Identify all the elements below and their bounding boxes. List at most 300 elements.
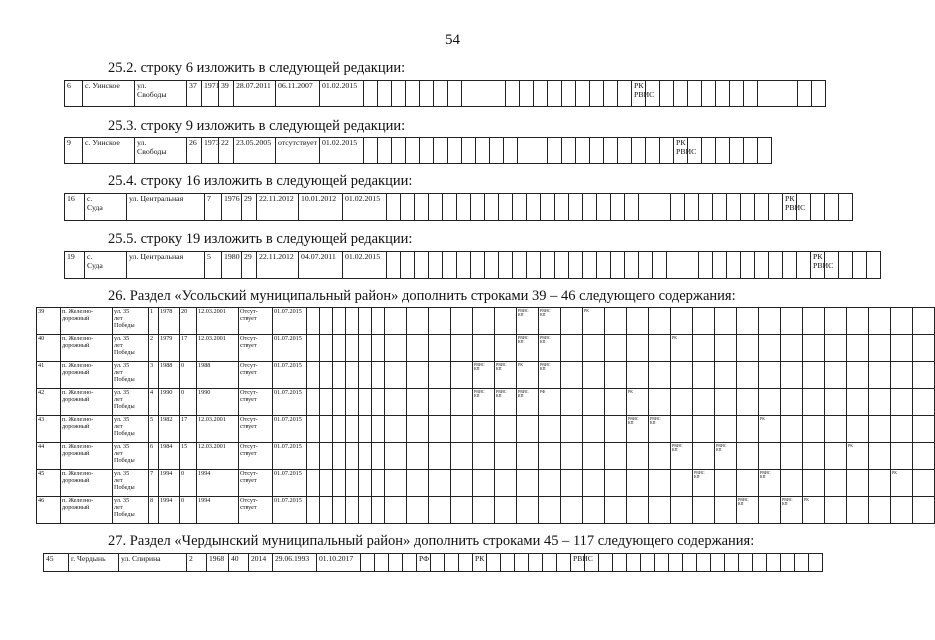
empty-cell	[693, 308, 715, 335]
house-cell: 3	[149, 362, 159, 389]
street-cell: ул. 35 лет Победы	[113, 389, 149, 416]
count-cell: 22	[219, 138, 234, 164]
date-cell: 01.02.2015	[320, 138, 364, 164]
year-cell: 1971	[202, 81, 219, 107]
house-cell: 26	[187, 138, 202, 164]
empty-cell	[451, 335, 473, 362]
empty-cell	[697, 554, 711, 572]
empty-cell	[372, 308, 385, 335]
registry-mark-cell: РК	[803, 497, 825, 524]
empty-cell	[597, 194, 611, 221]
date-cell: 12.03.2001	[197, 308, 239, 335]
empty-cell	[333, 362, 346, 389]
street-cell: ул. 35 лет Победы	[113, 416, 149, 443]
empty-cell	[361, 554, 375, 572]
street-cell: ул. Центральная	[127, 194, 205, 221]
empty-cell	[671, 194, 685, 221]
data-table	[64, 251, 881, 279]
empty-cell	[333, 497, 346, 524]
empty-cell	[495, 308, 517, 335]
place-cell: с. Уинское	[83, 138, 135, 164]
place-cell: п. Железно- дорожный	[61, 389, 113, 416]
section-heading: 26. Раздел «Усольский муниципальный район» дополнить строками 39 – 46 следующего содержания:	[108, 288, 736, 304]
empty-cell	[847, 497, 869, 524]
registry-mark-cell: РВИС КП	[781, 497, 803, 524]
date-cell: 10.01.2012	[299, 194, 343, 221]
table-row	[37, 389, 935, 416]
empty-cell	[693, 416, 715, 443]
empty-cell	[520, 81, 534, 107]
date-cell: 01.02.2015	[343, 194, 387, 221]
empty-cell	[611, 252, 625, 279]
empty-cell	[346, 308, 359, 335]
empty-cell	[471, 194, 485, 221]
empty-cell	[471, 252, 485, 279]
empty-cell	[557, 554, 571, 572]
empty-cell	[825, 389, 847, 416]
empty-cell	[847, 335, 869, 362]
empty-cell	[891, 389, 913, 416]
empty-cell	[727, 194, 741, 221]
empty-cell	[767, 554, 781, 572]
empty-cell	[473, 308, 495, 335]
empty-cell	[359, 362, 372, 389]
empty-cell	[346, 443, 359, 470]
empty-cell	[699, 252, 713, 279]
empty-cell	[693, 497, 715, 524]
empty-cell	[753, 554, 767, 572]
empty-cell	[759, 335, 781, 362]
empty-cell	[448, 138, 462, 164]
registry-mark-cell: РВИС КП	[539, 308, 561, 335]
date-cell: 1990	[197, 389, 239, 416]
empty-cell	[434, 138, 448, 164]
date-cell: Отсут- ствует	[239, 470, 273, 497]
empty-cell	[513, 194, 527, 221]
empty-cell	[534, 81, 548, 107]
row-number-cell: 19	[65, 252, 85, 279]
empty-cell	[730, 81, 744, 107]
empty-cell	[660, 81, 674, 107]
empty-cell	[671, 362, 693, 389]
empty-cell	[716, 138, 730, 164]
row-number-cell: 40	[37, 335, 61, 362]
empty-cell	[385, 443, 407, 470]
empty-cell	[913, 362, 935, 389]
registry-mark-cell: РК РВИС	[632, 81, 646, 107]
empty-cell	[715, 389, 737, 416]
registry-mark-cell: РК	[473, 554, 487, 572]
empty-cell	[597, 252, 611, 279]
section-heading: 25.3. строку 9 изложить в следующей редакции:	[108, 118, 406, 134]
empty-cell	[590, 138, 604, 164]
year-cell: 1978	[159, 308, 180, 335]
empty-cell	[715, 470, 737, 497]
empty-cell	[688, 81, 702, 107]
empty-cell	[737, 362, 759, 389]
empty-cell	[693, 335, 715, 362]
empty-cell	[392, 81, 406, 107]
empty-cell	[632, 138, 646, 164]
place-cell: п. Железно- дорожный	[61, 443, 113, 470]
empty-cell	[737, 470, 759, 497]
registry-mark-cell: РК	[847, 443, 869, 470]
empty-cell	[385, 389, 407, 416]
date-cell: 01.07.2015	[273, 497, 307, 524]
empty-cell	[604, 81, 618, 107]
house-cell: 37	[187, 81, 202, 107]
empty-cell	[429, 194, 443, 221]
row-number-cell: 9	[65, 138, 83, 164]
empty-cell	[699, 194, 713, 221]
empty-cell	[320, 497, 333, 524]
empty-cell	[913, 335, 935, 362]
date-cell: 28.07.2011	[234, 81, 276, 107]
empty-cell	[803, 362, 825, 389]
empty-cell	[590, 81, 604, 107]
empty-cell	[346, 470, 359, 497]
empty-cell	[576, 138, 590, 164]
empty-cell	[711, 554, 725, 572]
empty-cell	[539, 470, 561, 497]
empty-cell	[759, 389, 781, 416]
registry-mark-cell: РК	[671, 335, 693, 362]
empty-cell	[517, 497, 539, 524]
empty-cell	[473, 443, 495, 470]
empty-cell	[333, 335, 346, 362]
date-cell: 12.03.2001	[197, 416, 239, 443]
place-cell: с. Суда	[85, 252, 127, 279]
house-cell: 5	[205, 252, 222, 279]
empty-cell	[781, 308, 803, 335]
empty-cell	[517, 416, 539, 443]
empty-cell	[798, 81, 812, 107]
empty-cell	[541, 252, 555, 279]
empty-cell	[702, 138, 716, 164]
place-cell: п. Железно- дорожный	[61, 470, 113, 497]
empty-cell	[378, 138, 392, 164]
empty-cell	[307, 443, 320, 470]
empty-cell	[716, 81, 730, 107]
empty-cell	[346, 497, 359, 524]
registry-mark-cell: РВИС КП	[715, 443, 737, 470]
place-cell: п. Железно- дорожный	[61, 362, 113, 389]
empty-cell	[372, 416, 385, 443]
empty-cell	[515, 554, 529, 572]
house-cell: 5	[149, 416, 159, 443]
table-row	[65, 252, 881, 279]
empty-cell	[803, 308, 825, 335]
empty-cell	[372, 470, 385, 497]
empty-cell	[604, 138, 618, 164]
empty-cell	[741, 194, 755, 221]
date-cell: 06.11.2007	[276, 81, 320, 107]
empty-cell	[653, 252, 667, 279]
empty-cell	[869, 362, 891, 389]
empty-cell	[443, 252, 457, 279]
date-cell: 1988	[197, 362, 239, 389]
empty-cell	[504, 138, 518, 164]
empty-cell	[346, 335, 359, 362]
empty-cell	[605, 308, 627, 335]
empty-cell	[451, 308, 473, 335]
empty-cell	[429, 308, 451, 335]
empty-cell	[320, 362, 333, 389]
empty-cell	[913, 470, 935, 497]
registry-mark-cell: РВИС КП	[539, 362, 561, 389]
table-row	[44, 554, 823, 572]
empty-cell	[867, 252, 881, 279]
empty-cell	[605, 362, 627, 389]
registry-mark-cell: РВИС КП	[627, 416, 649, 443]
date-cell: 04.07.2011	[299, 252, 343, 279]
empty-cell	[359, 335, 372, 362]
empty-cell	[561, 308, 583, 335]
empty-cell	[693, 362, 715, 389]
empty-cell	[462, 81, 506, 107]
date-cell: Отсут- ствует	[239, 443, 273, 470]
date-cell: Отсут- ствует	[239, 497, 273, 524]
date-cell: 1994	[197, 497, 239, 524]
empty-cell	[758, 138, 772, 164]
place-cell: с. Уинское	[83, 81, 135, 107]
empty-cell	[583, 194, 597, 221]
empty-cell	[543, 554, 557, 572]
empty-cell	[555, 194, 569, 221]
row-number-cell: 42	[37, 389, 61, 416]
empty-cell	[627, 470, 649, 497]
empty-cell	[715, 497, 737, 524]
empty-cell	[683, 554, 697, 572]
date-cell: 22.11.2012	[257, 252, 299, 279]
street-cell: ул. Спирина	[119, 554, 187, 572]
empty-cell	[583, 470, 605, 497]
empty-cell	[457, 252, 471, 279]
empty-cell	[605, 389, 627, 416]
empty-cell	[561, 362, 583, 389]
empty-cell	[891, 335, 913, 362]
empty-cell	[669, 554, 683, 572]
year-cell: 1979	[159, 335, 180, 362]
empty-cell	[429, 252, 443, 279]
count-cell: 0	[180, 389, 197, 416]
empty-cell	[737, 416, 759, 443]
empty-cell	[364, 138, 378, 164]
empty-cell	[803, 416, 825, 443]
date-cell: 01.02.2015	[343, 252, 387, 279]
empty-cell	[495, 497, 517, 524]
count-cell: 17	[180, 416, 197, 443]
empty-cell	[576, 81, 590, 107]
registry-mark-cell: РФ	[539, 389, 561, 416]
registry-mark-cell: РК	[583, 308, 605, 335]
empty-cell	[429, 470, 451, 497]
empty-cell	[561, 416, 583, 443]
empty-cell	[618, 138, 632, 164]
house-cell: 2	[149, 335, 159, 362]
empty-cell	[346, 362, 359, 389]
empty-cell	[320, 308, 333, 335]
empty-cell	[667, 252, 699, 279]
empty-cell	[320, 389, 333, 416]
empty-cell	[539, 497, 561, 524]
empty-cell	[869, 470, 891, 497]
table-row	[65, 138, 772, 164]
count-cell: 15	[180, 443, 197, 470]
empty-cell	[891, 497, 913, 524]
empty-cell	[473, 470, 495, 497]
empty-cell	[839, 252, 853, 279]
date-cell: 01.07.2015	[273, 308, 307, 335]
row-number-cell: 16	[65, 194, 85, 221]
data-table	[36, 307, 935, 524]
street-cell: ул. Свободы	[135, 138, 187, 164]
empty-cell	[320, 416, 333, 443]
empty-cell	[730, 138, 744, 164]
table-row	[37, 362, 935, 389]
year-cell: 1968	[207, 554, 229, 572]
registry-mark-cell: РВИС КП	[517, 389, 539, 416]
registry-mark-cell: РК	[759, 416, 781, 443]
empty-cell	[869, 497, 891, 524]
empty-cell	[403, 554, 417, 572]
empty-cell	[671, 497, 693, 524]
empty-cell	[561, 443, 583, 470]
empty-cell	[346, 389, 359, 416]
empty-cell	[501, 554, 515, 572]
empty-cell	[333, 443, 346, 470]
year-cell: 1984	[159, 443, 180, 470]
empty-cell	[443, 194, 457, 221]
registry-mark-cell: РВИС КП	[693, 470, 715, 497]
date-cell: 01.07.2015	[273, 335, 307, 362]
empty-cell	[781, 389, 803, 416]
date-cell: 01.07.2015	[273, 416, 307, 443]
empty-cell	[583, 362, 605, 389]
registry-mark-cell: РК	[517, 362, 539, 389]
table-row	[37, 470, 935, 497]
empty-cell	[825, 335, 847, 362]
empty-cell	[485, 194, 499, 221]
empty-cell	[715, 362, 737, 389]
registry-mark-cell: РК	[891, 470, 913, 497]
empty-cell	[674, 81, 688, 107]
date-cell: 1994	[197, 470, 239, 497]
empty-cell	[359, 497, 372, 524]
empty-cell	[649, 443, 671, 470]
empty-cell	[307, 362, 320, 389]
empty-cell	[406, 138, 420, 164]
empty-cell	[434, 81, 448, 107]
empty-cell	[715, 308, 737, 335]
empty-cell	[759, 497, 781, 524]
empty-cell	[671, 416, 693, 443]
empty-cell	[385, 362, 407, 389]
empty-cell	[759, 362, 781, 389]
registry-mark-cell: РК РВИС	[674, 138, 688, 164]
registry-mark-cell: РВИС КП	[737, 497, 759, 524]
empty-cell	[406, 81, 420, 107]
empty-cell	[803, 389, 825, 416]
empty-cell	[847, 362, 869, 389]
empty-cell	[407, 497, 429, 524]
empty-cell	[562, 138, 576, 164]
empty-cell	[473, 497, 495, 524]
registry-mark-cell: РВИС КП	[517, 335, 539, 362]
empty-cell	[769, 252, 783, 279]
empty-cell	[407, 470, 429, 497]
street-cell: ул. Центральная	[127, 252, 205, 279]
empty-cell	[561, 389, 583, 416]
empty-cell	[451, 416, 473, 443]
empty-cell	[372, 335, 385, 362]
empty-cell	[627, 443, 649, 470]
empty-cell	[517, 470, 539, 497]
empty-cell	[429, 416, 451, 443]
empty-cell	[781, 335, 803, 362]
date-cell: 23.05.2005	[234, 138, 276, 164]
empty-cell	[781, 554, 795, 572]
empty-cell	[795, 554, 809, 572]
registry-mark-cell: РВИС КП	[759, 470, 781, 497]
empty-cell	[618, 81, 632, 107]
empty-cell	[797, 252, 811, 279]
empty-cell	[803, 443, 825, 470]
count-cell: 29	[242, 252, 257, 279]
empty-cell	[737, 389, 759, 416]
street-cell: ул. 35 лет Победы	[113, 443, 149, 470]
empty-cell	[737, 308, 759, 335]
empty-cell	[715, 335, 737, 362]
section-heading: 25.4. строку 16 изложить в следующей редакции:	[108, 173, 413, 189]
row-number-cell: 45	[44, 554, 69, 572]
empty-cell	[407, 308, 429, 335]
registry-mark-cell: РФ	[417, 554, 431, 572]
empty-cell	[803, 335, 825, 362]
empty-cell	[825, 443, 847, 470]
empty-cell	[783, 252, 797, 279]
empty-cell	[825, 194, 839, 221]
empty-cell	[445, 554, 459, 572]
empty-cell	[755, 194, 769, 221]
count-cell: 29	[242, 194, 257, 221]
date-cell: Отсут- ствует	[239, 308, 273, 335]
empty-cell	[649, 389, 671, 416]
empty-cell	[781, 443, 803, 470]
empty-cell	[655, 554, 669, 572]
date-cell: 01.07.2015	[273, 362, 307, 389]
registry-mark-cell: РК РВИС	[783, 194, 797, 221]
section-heading: 25.5. строку 19 изложить в следующей редакции:	[108, 231, 413, 247]
table-row	[37, 416, 935, 443]
empty-cell	[605, 497, 627, 524]
empty-cell	[627, 335, 649, 362]
date-cell: отсутствует	[276, 138, 320, 164]
house-cell: 7	[205, 194, 222, 221]
empty-cell	[555, 252, 569, 279]
empty-cell	[825, 362, 847, 389]
empty-cell	[429, 335, 451, 362]
date-cell: 29.06.1993	[273, 554, 317, 572]
empty-cell	[307, 470, 320, 497]
empty-cell	[487, 554, 501, 572]
empty-cell	[548, 81, 562, 107]
empty-cell	[307, 308, 320, 335]
empty-cell	[387, 194, 401, 221]
count-cell: 2	[187, 554, 207, 572]
empty-cell	[809, 554, 823, 572]
data-table	[64, 193, 853, 221]
